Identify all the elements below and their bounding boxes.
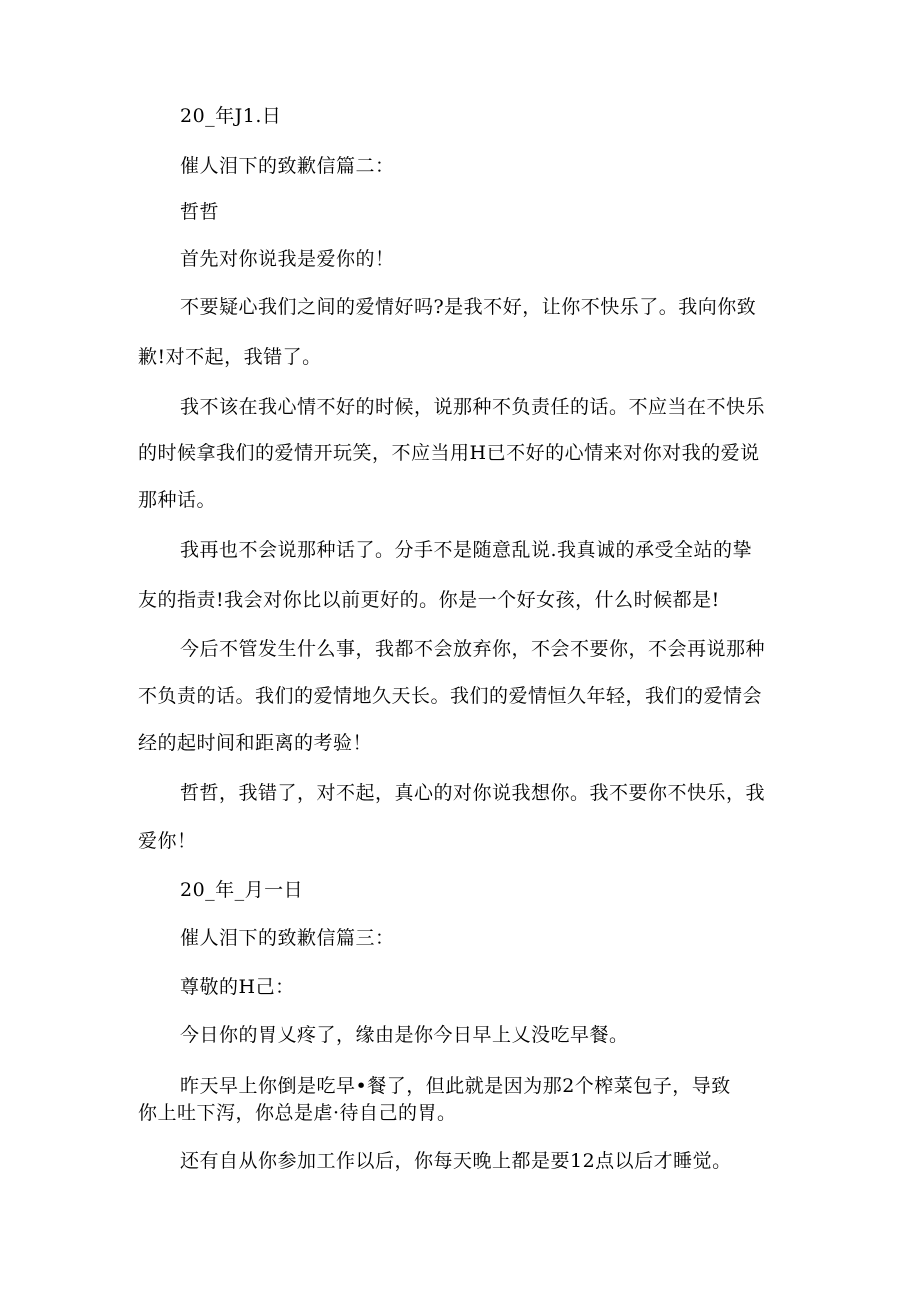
date-line-2: 20_年_月一日 <box>180 879 304 901</box>
paragraph-line: 我再也不会说那种话了。分手不是随意乱说.我真诚的承受全站的挚 <box>180 539 753 561</box>
paragraph-line: 爱你！ <box>138 830 197 852</box>
paragraph-line: 今日你的胃乂疼了，缘由是你今日早上乂没吃早餐。 <box>180 1024 629 1046</box>
paragraph-line: 的时候拿我们的爱情开玩笑，不应当用H已不好的心情来对你对我的爱说 <box>138 442 760 464</box>
paragraph-line: 还有自从你参加工作以后，你每天晚上都是要12点以后才睡觉。 <box>180 1150 732 1172</box>
date-line-1: 20_年J1.日 <box>180 105 282 127</box>
paragraph-line: 那种话。 <box>138 489 217 511</box>
paragraph-line: 今后不管发生什么事，我都不会放弃你，不会不要你，不会再说那种 <box>180 638 766 660</box>
paragraph-line: 不要疑心我们之间的爱情好吗?是我不好，让你不快乐了。我向你致 <box>180 296 757 318</box>
paragraph-line: 友的指责!我会对你比以前更好的。你是一个好女孩，什么时候都是! <box>138 589 720 611</box>
salutation-2: 尊敬的H己： <box>180 976 295 998</box>
paragraph-line: 歉!对不起，我错了。 <box>138 346 322 368</box>
paragraph-line: 首先对你说我是爱你的！ <box>180 248 395 270</box>
section-title-3: 催人泪下的致歉信篇三： <box>180 927 395 949</box>
salutation-1: 哲哲 <box>180 201 220 223</box>
section-title-2: 催人泪下的致歉信篇二： <box>180 155 395 177</box>
paragraph-line: 经的起时间和距离的考验！ <box>138 732 373 754</box>
paragraph-line: 哲哲，我错了，对不起，真心的对你说我想你。我不要你不快乐，我 <box>180 782 766 804</box>
paragraph-line: 不负责的话。我们的爱情地久天长。我们的爱情恒久年轻，我们的爱情会 <box>138 685 763 707</box>
paragraph-line: 你上吐下泻，你总是虐·待自己的胃。 <box>138 1102 457 1124</box>
paragraph-line: 昨天早上你倒是吃早•餐了，但此就是因为那2个榨菜包子，导致 <box>180 1075 731 1097</box>
paragraph-line: 我不该在我心情不好的时候，说那种不负责任的话。不应当在不快乐 <box>180 396 766 418</box>
